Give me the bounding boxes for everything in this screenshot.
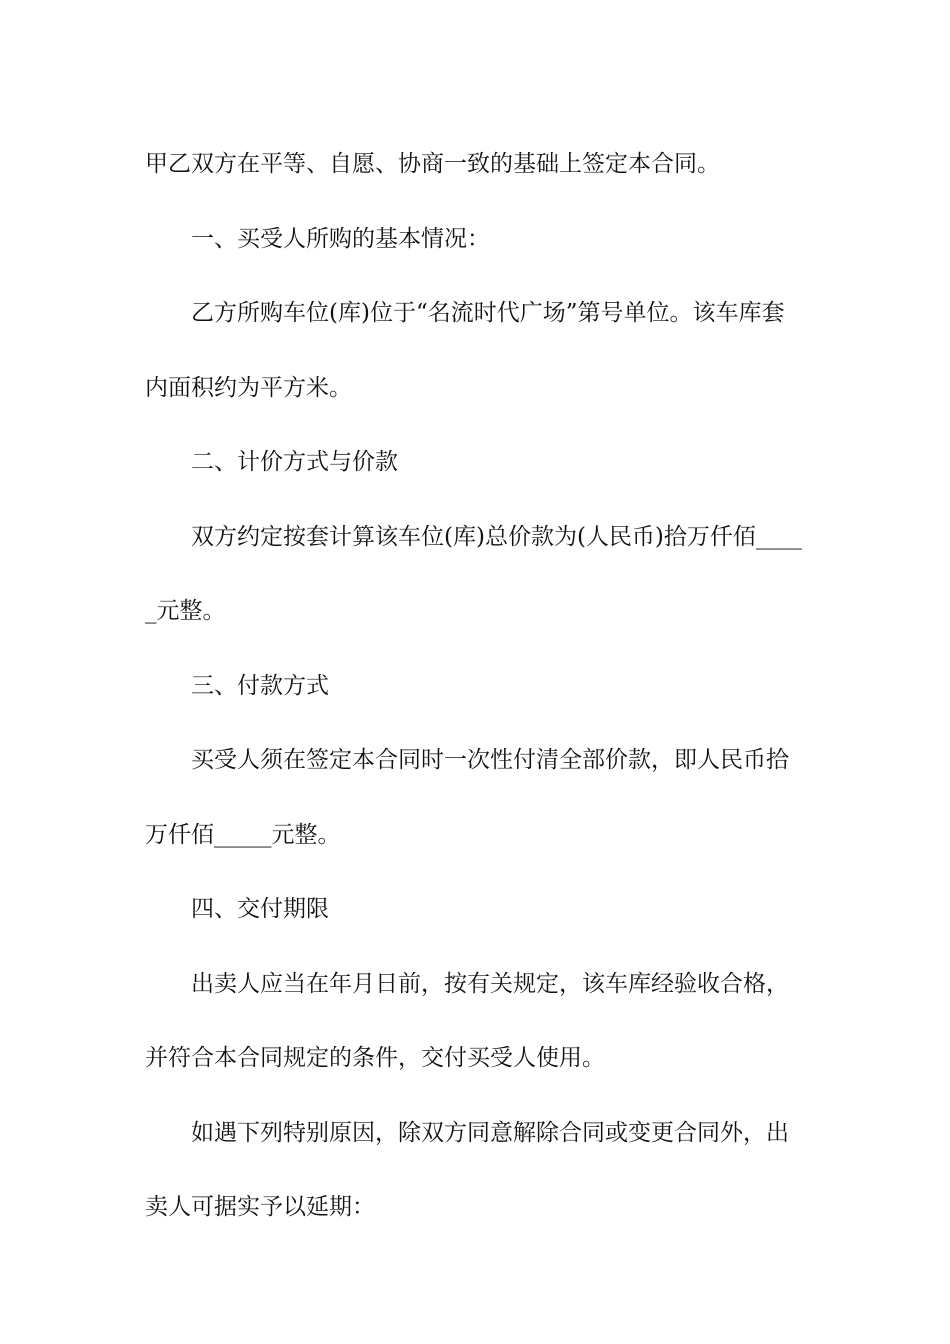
delay-paragraph: 如遇下列特别原因，除双方同意解除合同或变更合同外，出卖人可据实予以延期： bbox=[145, 1119, 789, 1220]
basic-info-paragraph: 乙方所购车位(库)位于“名流时代广场”第号单位。该车库套内面积约为平方米。 bbox=[145, 300, 785, 401]
pricing-paragraph: 双方约定按套计算该车位(库)总价款为(人民币)拾万仟佰_____元整。 bbox=[145, 523, 802, 624]
section-heading-delivery: 四、交付期限 bbox=[191, 896, 329, 922]
intro-paragraph: 甲乙双方在平等、自愿、协商一致的基础上签定本合同。 bbox=[145, 151, 720, 177]
section-heading-payment: 三、付款方式 bbox=[191, 672, 329, 699]
payment-paragraph: 买受人须在签定本合同时一次性付清全部价款，即人民币拾万仟佰_____元整。 bbox=[145, 747, 789, 848]
delivery-paragraph: 出卖人应当在年月日前，按有关规定，该车库经验收合格，并符合本合同规定的条件，交付买受人使用。 bbox=[145, 970, 789, 1071]
section-heading-basic-info: 一、买受人所购的基本情况： bbox=[191, 225, 490, 252]
document-body bbox=[145, 127, 805, 1245]
section-heading-pricing: 二、计价方式与价款 bbox=[191, 449, 398, 475]
